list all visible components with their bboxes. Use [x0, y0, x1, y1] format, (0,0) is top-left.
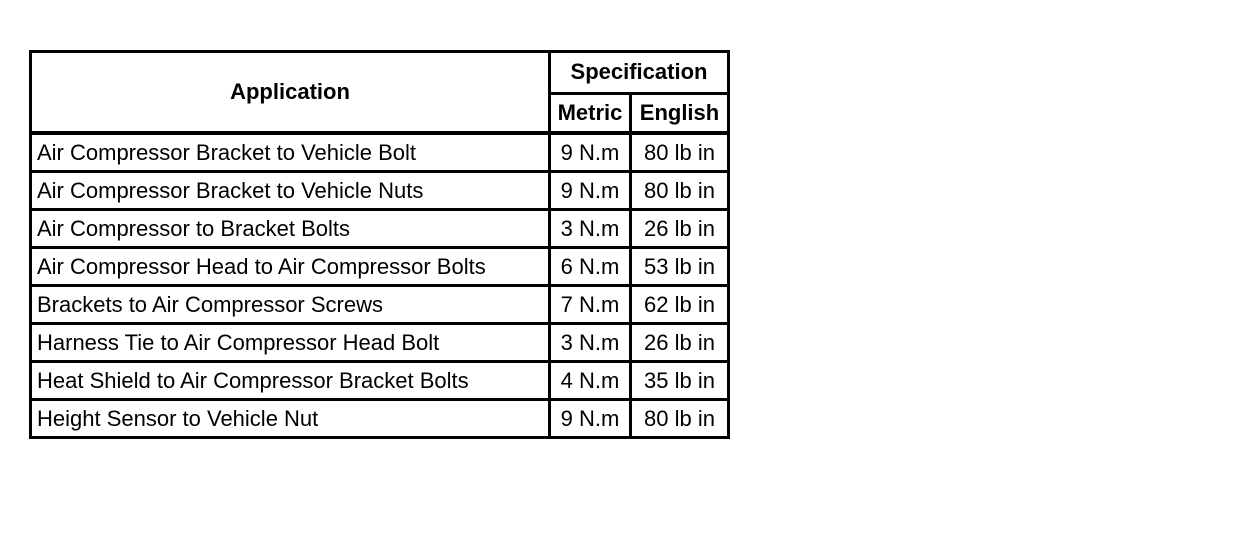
- table-row: [31, 286, 729, 324]
- cell-application: Air Compressor to Bracket Bolts: [31, 210, 550, 248]
- header-application: Application: [31, 52, 550, 134]
- table-row: [31, 172, 729, 210]
- cell-application: Air Compressor Head to Air Compressor Bolts: [31, 248, 550, 286]
- cell-application: Harness Tie to Air Compressor Head Bolt: [31, 324, 550, 362]
- table-row: [31, 210, 729, 248]
- header-english: English: [631, 93, 729, 133]
- cell-metric: 4 N.m: [550, 362, 631, 400]
- header-specification: Specification: [550, 52, 729, 94]
- cell-application: Air Compressor Bracket to Vehicle Bolt: [31, 133, 550, 172]
- table-row: [31, 400, 729, 438]
- cell-metric: 9 N.m: [550, 172, 631, 210]
- cell-english: 35 lb in: [631, 362, 729, 400]
- cell-english: 26 lb in: [631, 210, 729, 248]
- table-row: [31, 362, 729, 400]
- cell-application: Air Compressor Bracket to Vehicle Nuts: [31, 172, 550, 210]
- cell-metric: 7 N.m: [550, 286, 631, 324]
- cell-application: Brackets to Air Compressor Screws: [31, 286, 550, 324]
- cell-english: 80 lb in: [631, 133, 729, 172]
- cell-english: 26 lb in: [631, 324, 729, 362]
- specification-table: [29, 50, 730, 439]
- header-metric: Metric: [550, 93, 631, 133]
- cell-metric: 3 N.m: [550, 324, 631, 362]
- cell-english: 80 lb in: [631, 172, 729, 210]
- cell-metric: 9 N.m: [550, 400, 631, 438]
- cell-english: 80 lb in: [631, 400, 729, 438]
- cell-application: Heat Shield to Air Compressor Bracket Bolts: [31, 362, 550, 400]
- cell-metric: 6 N.m: [550, 248, 631, 286]
- table-row: [31, 324, 729, 362]
- cell-metric: 3 N.m: [550, 210, 631, 248]
- table-row: [31, 248, 729, 286]
- cell-metric: 9 N.m: [550, 133, 631, 172]
- table-row: [31, 133, 729, 172]
- cell-english: 53 lb in: [631, 248, 729, 286]
- cell-english: 62 lb in: [631, 286, 729, 324]
- cell-application: Height Sensor to Vehicle Nut: [31, 400, 550, 438]
